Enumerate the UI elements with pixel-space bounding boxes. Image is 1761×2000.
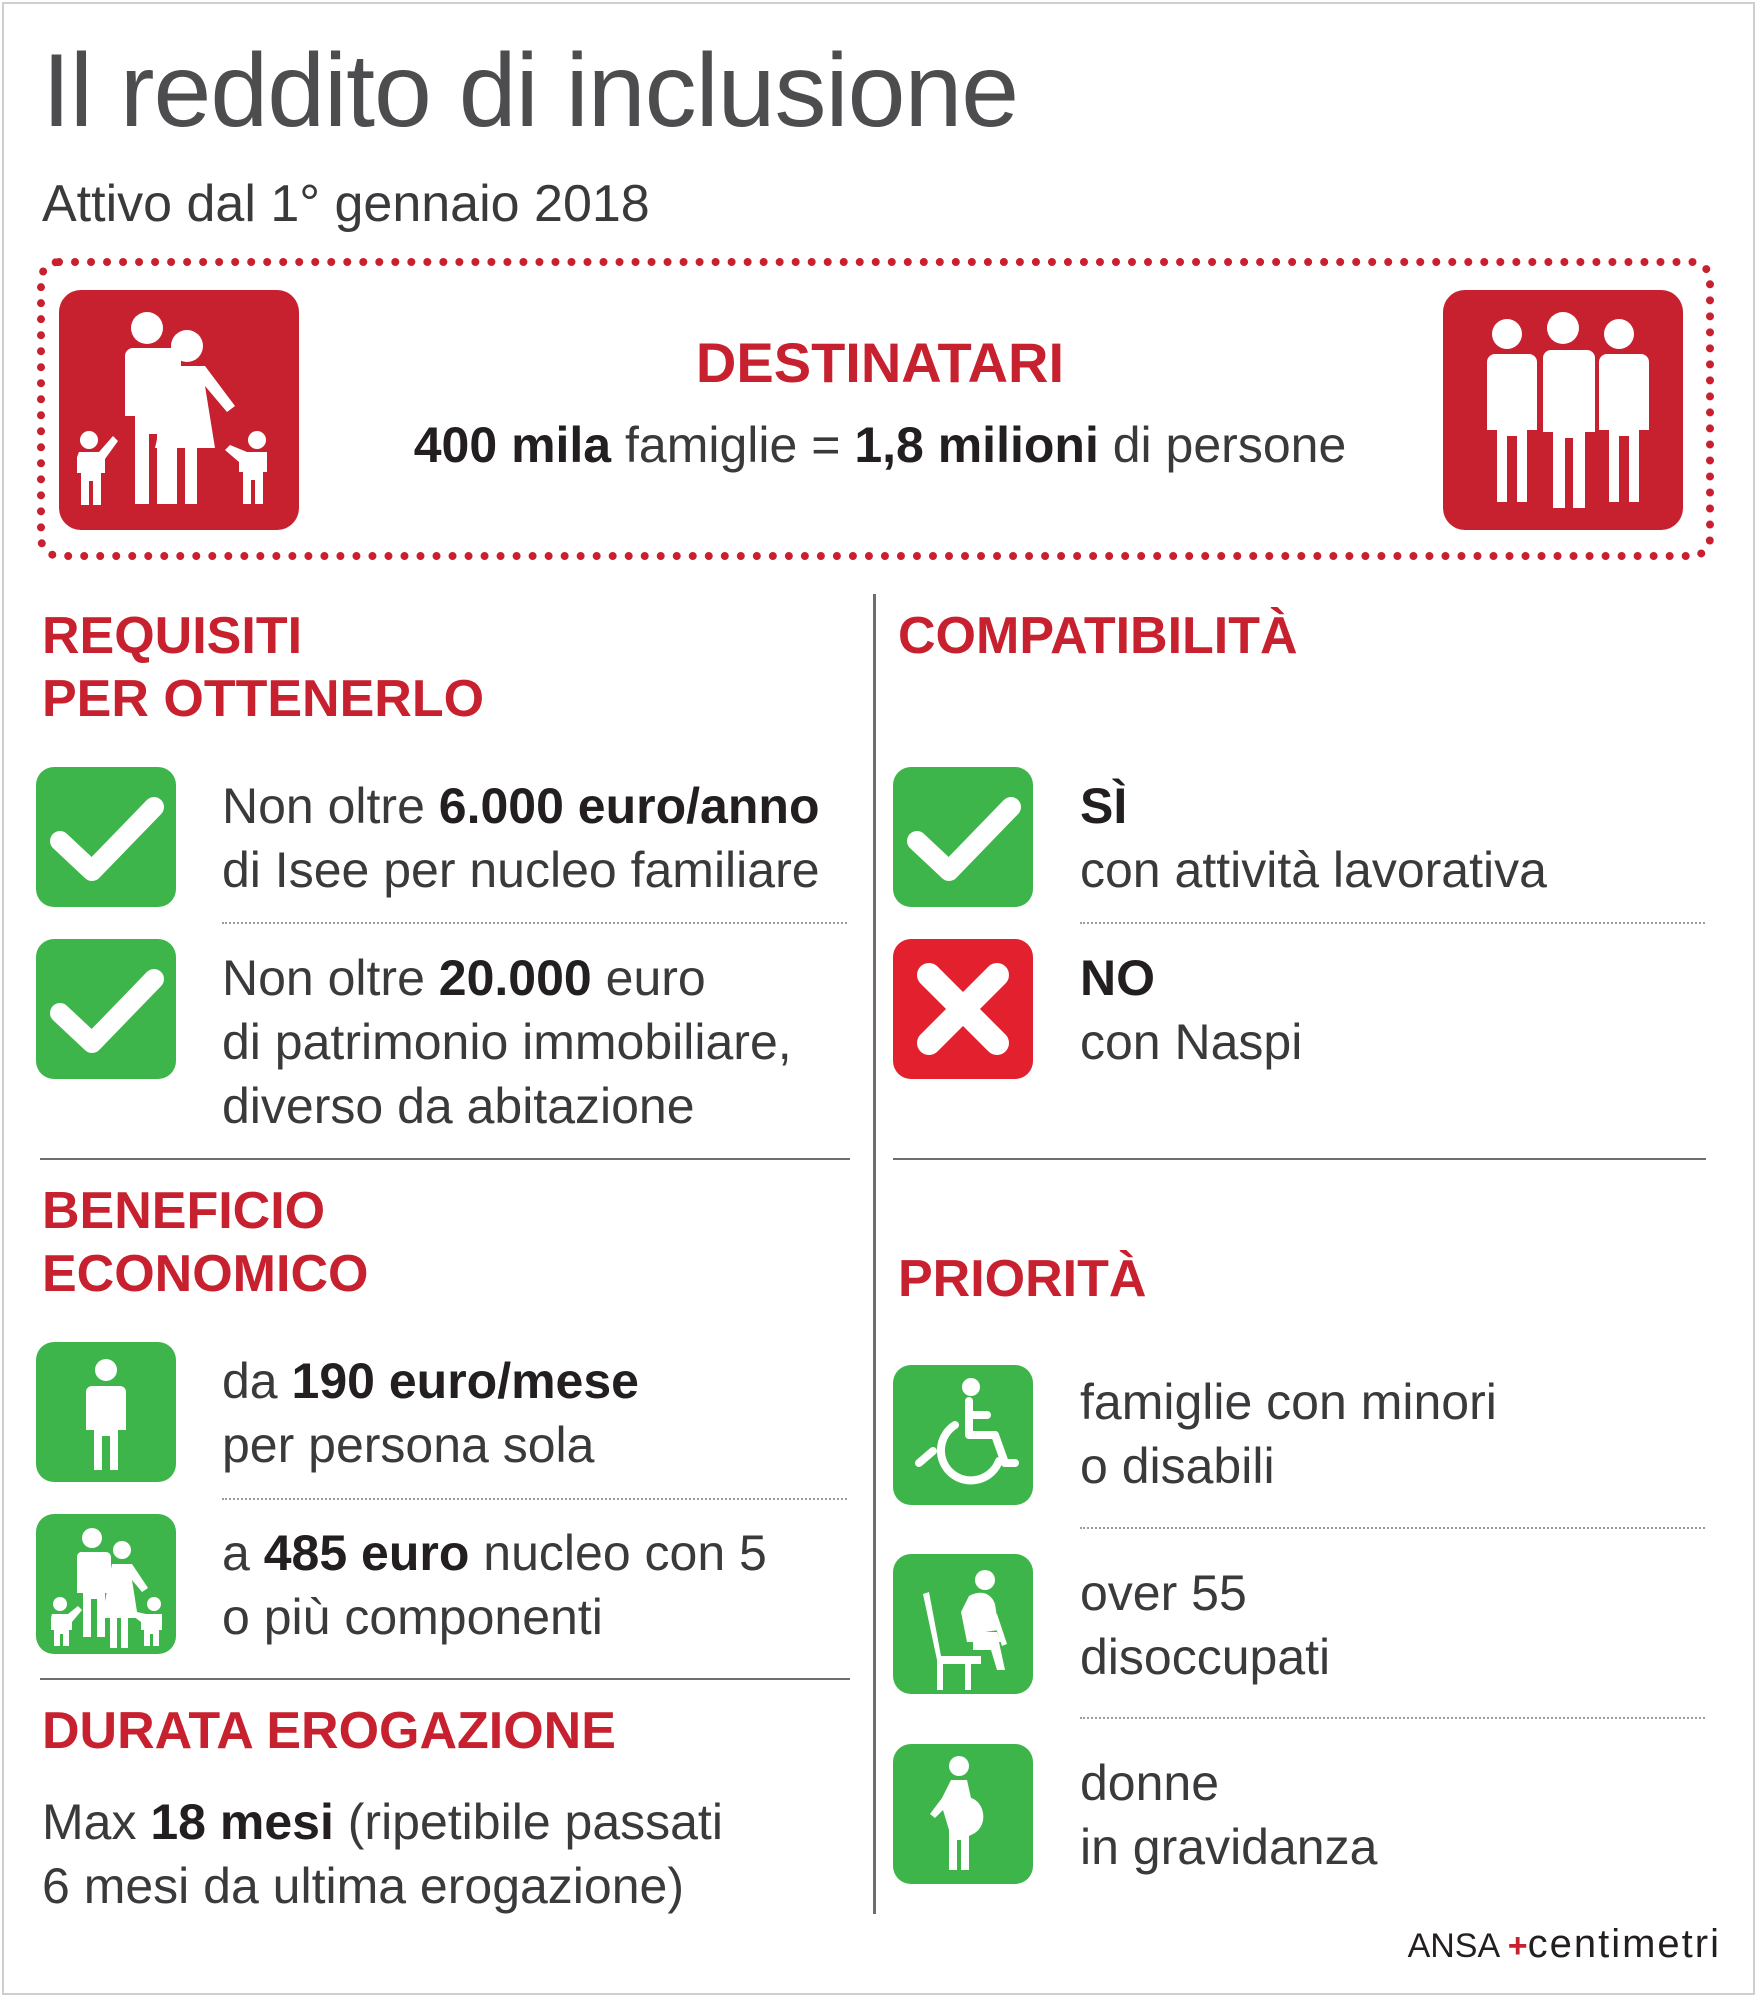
agency-label: ANSA [1407, 1927, 1499, 1965]
divider-dotted [1080, 1527, 1705, 1529]
families-value: 400 mila [413, 417, 612, 473]
beneficio-item-1: da 190 euro/mese per persona sola [222, 1353, 639, 1473]
families-label: famiglie = [625, 417, 841, 473]
divider [893, 1158, 1706, 1160]
page-subtitle: Attivo dal 1° gennaio 2018 [42, 175, 650, 233]
compatibilita-item-si: SÌ con attività lavorativa [1080, 778, 1547, 898]
person-icon [36, 1342, 176, 1482]
cross-icon [893, 939, 1033, 1079]
beneficio-title: BENEFICIO ECONOMICO [42, 1182, 369, 1303]
priorita-item-1: famiglie con minori o disabili [1080, 1374, 1497, 1494]
divider-dotted [222, 1498, 847, 1500]
priorita-title: PRIORITÀ [898, 1250, 1147, 1308]
wheelchair-icon [893, 1365, 1033, 1505]
beneficio-item-2: a 485 euro nucleo con 5 o più componenti [222, 1525, 767, 1645]
compatibilita-item-no: NO con Naspi [1080, 950, 1303, 1070]
destinatari-title: DESTINATARI [695, 331, 1065, 394]
people-label: di persone [1112, 417, 1347, 473]
requisiti-title: REQUISITI PER OTTENERLO [42, 607, 485, 728]
compatibilita-title: COMPATIBILITÀ [898, 607, 1298, 665]
priorita-item-3: donne in gravidanza [1080, 1755, 1378, 1875]
family-icon [59, 290, 299, 530]
group-icon [1443, 290, 1683, 530]
plus-icon: + [1507, 1927, 1528, 1965]
check-icon [893, 767, 1033, 907]
pregnant-woman-icon [893, 1744, 1033, 1884]
family-small-icon [36, 1514, 176, 1654]
footer-credit [1408, 1922, 1721, 1967]
requisito-item-1: Non oltre 6.000 euro/anno di Isee per nucleo familiare [222, 778, 820, 898]
priorita-item-2: over 55 disoccupati [1080, 1565, 1331, 1685]
brand-logo: centimetri [1527, 1922, 1721, 1966]
requisito-item-2: Non oltre 20.000 euro di patrimonio immobiliare, diverso da abitazione [222, 950, 792, 1134]
durata-title: DURATA EROGAZIONE [42, 1702, 616, 1760]
page-title: Il reddito di inclusione [42, 33, 1019, 149]
seated-elderly-icon [893, 1554, 1033, 1694]
people-value: 1,8 milioni [854, 417, 1099, 473]
column-divider [873, 594, 876, 1914]
divider [40, 1158, 850, 1160]
divider-dotted [1080, 922, 1705, 924]
divider [40, 1678, 850, 1680]
check-icon [36, 939, 176, 1079]
check-icon [36, 767, 176, 907]
divider-dotted [222, 922, 847, 924]
destinatari-text [330, 416, 1430, 474]
divider-dotted [1080, 1717, 1705, 1719]
durata-text: Max 18 mesi (ripetibile passati 6 mesi da ultima erogazione) [42, 1794, 723, 1914]
